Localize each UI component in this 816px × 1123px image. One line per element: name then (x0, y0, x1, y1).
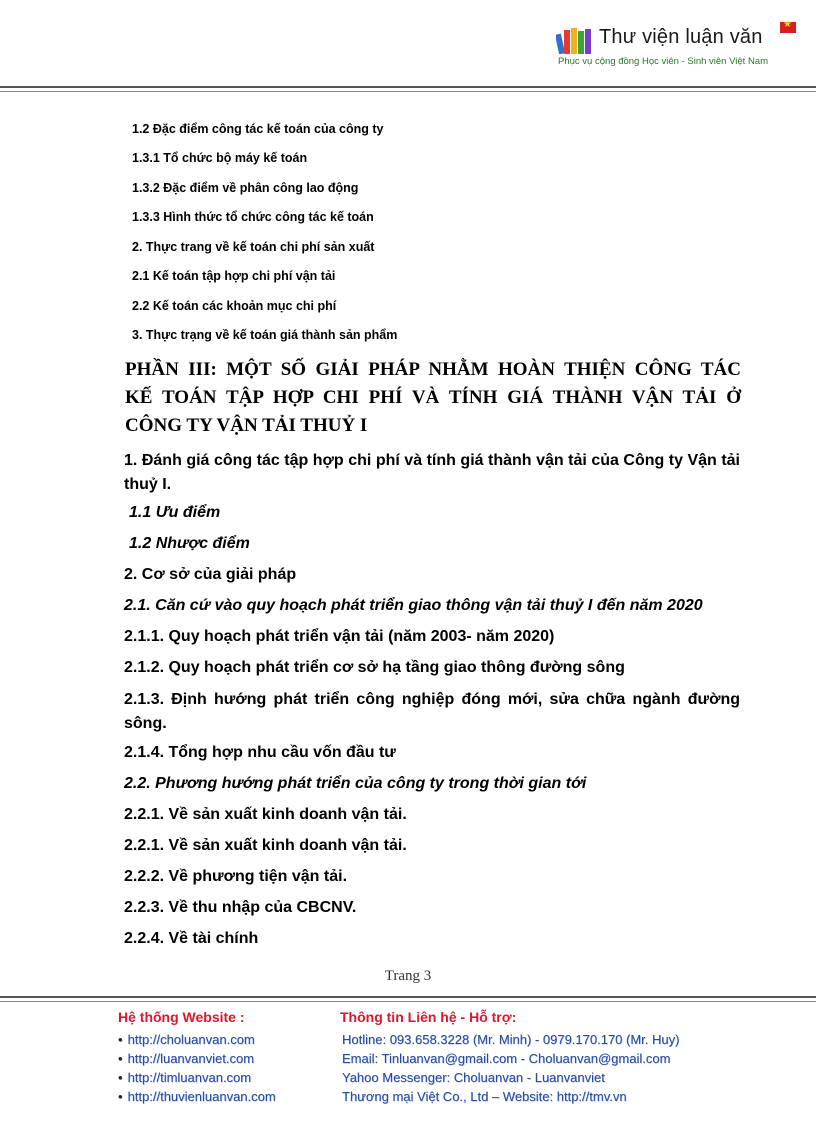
contact-email[interactable]: Email: Tinluanvan@gmail.com - Choluanvan@gmail.com (342, 1051, 671, 1066)
website-link[interactable]: • http://thuvienluanvan.com (118, 1089, 276, 1104)
header-divider (0, 86, 816, 88)
site-logo[interactable] (556, 22, 806, 70)
toc-item: 1.3.3 Hình thức tổ chức công tác kế toán (132, 210, 374, 224)
toc-item: 1.3.1 Tổ chức bộ máy kế toán (132, 151, 308, 165)
list-item: 2.2.2. Về phương tiện vận tải. (124, 868, 348, 885)
toc-item: 1.3.2 Đặc điểm về phân công lao động (132, 181, 359, 195)
section-heading: 2. Cơ sở của giải pháp (124, 566, 297, 583)
website-link[interactable]: • http://luanvanviet.com (118, 1051, 255, 1066)
website-link[interactable]: • http://timluanvan.com (118, 1070, 252, 1085)
page-number: Trang 3 (384, 968, 432, 984)
books-icon (556, 26, 594, 54)
subsection-heading: 1.2 Nhược điểm (129, 535, 250, 552)
subsection-heading: 2.2. Phương hướng phát triển của công ty trong thời gian tới (124, 775, 587, 792)
toc-item: 3. Thực trạng về kế toán giá thành sản phẩm (132, 328, 398, 342)
websites-heading: Hệ thống Website : (118, 1009, 245, 1025)
list-item: 2.1.3. Định hướng phát triển công nghiệp đóng mới, sửa chữa ngành đường sông. (124, 691, 740, 732)
website-link[interactable]: • http://choluanvan.com (118, 1032, 255, 1047)
logo-subtitle: Phục vụ cộng đồng Học viên - Sinh viên Việt Nam (558, 56, 768, 67)
footer-divider (0, 996, 816, 998)
toc-item: 2.1 Kế toán tập hợp chi phí vận tải (132, 269, 336, 283)
contact-hotline: Hotline: 093.658.3228 (Mr. Minh) - 0979.170.170 (Mr. Huy) (342, 1032, 680, 1047)
vietnam-flag-icon (780, 22, 796, 33)
part-heading-line: KẾ TOÁN TẬP HỢP CHI PHÍ VÀ TÍNH GIÁ THÀNH VẬN TẢI Ở (125, 387, 741, 408)
list-item: 2.1.1. Quy hoạch phát triển vận tải (năm 2003- năm 2020) (124, 628, 555, 645)
subsection-heading: 2.1. Căn cứ vào quy hoạch phát triển giao thông vận tải thuỷ I đến năm 2020 (124, 597, 703, 614)
list-item: 2.2.1. Về sản xuất kinh doanh vận tải. (124, 837, 407, 854)
part-heading-line: CÔNG TY VẬN TẢI THUỶ I (125, 415, 368, 436)
toc-item: 2. Thực trang về kế toán chi phí sản xuất (132, 240, 375, 254)
subsection-heading: 1.1 Ưu điểm (129, 504, 221, 521)
footer-divider-thin (0, 1001, 816, 1002)
section-heading: 1. Đánh giá công tác tập hợp chi phí và tính giá thành vận tải của Công ty Vận tải thuỷ I. (124, 452, 740, 493)
contact-heading: Thông tin Liên hệ - Hỗ trợ: (340, 1009, 517, 1025)
part-heading (125, 356, 741, 440)
list-item: 2.2.3. Về thu nhập của CBCNV. (124, 899, 357, 916)
logo-title: Thư viện luận văn (599, 26, 763, 48)
list-item: 2.2.4. Về tài chính (124, 930, 259, 947)
toc-item: 2.2 Kế toán các khoản mục chi phí (132, 299, 337, 313)
part-heading-line: PHẦN III: MỘT SỐ GIẢI PHÁP NHẰM HOÀN THIỆN CÔNG TÁC (125, 359, 741, 380)
contact-company[interactable]: Thương mại Việt Co., Ltd – Website: http://tmv.vn (342, 1089, 627, 1104)
list-item: 2.1.4. Tổng hợp nhu cầu vốn đầu tư (124, 744, 396, 761)
contact-yahoo: Yahoo Messenger: Choluanvan - Luanvanviet (342, 1070, 605, 1085)
header-divider-thin (0, 91, 816, 92)
list-item: 2.1.2. Quy hoạch phát triển cơ sở hạ tầng giao thông đường sông (124, 659, 625, 676)
list-item: 2.2.1. Về sản xuất kinh doanh vận tải. (124, 806, 407, 823)
toc-item: 1.2 Đặc điểm công tác kế toán của công ty (132, 122, 384, 136)
